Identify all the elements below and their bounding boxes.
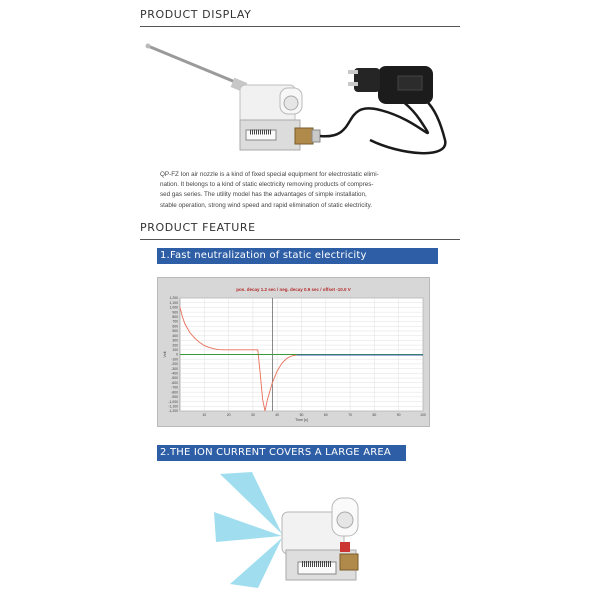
y-tick-label: 200 <box>172 343 178 348</box>
y-tick-label: -1,100 <box>168 404 178 409</box>
nozzle-rod <box>148 46 240 84</box>
x-tick-label: 10 <box>202 413 207 417</box>
air-fitting-nut <box>284 96 298 110</box>
y-tick-label: -1,200 <box>168 409 178 414</box>
cable-connector <box>295 128 313 144</box>
feature-banner-2: 2.THE ION CURRENT COVERS A LARGE AREA <box>157 445 406 461</box>
y-tick-label: -700 <box>171 385 178 390</box>
x-tick-label: 40 <box>275 413 280 417</box>
product-feature-heading <box>140 218 460 240</box>
y-tick-label: -300 <box>171 366 178 371</box>
y-tick-label: 900 <box>172 310 178 315</box>
ion-cable-connector <box>340 554 358 570</box>
x-tick-label: 20 <box>226 413 231 417</box>
x-tick-label: 70 <box>348 413 352 417</box>
x-axis-label: Time [s] <box>295 418 308 422</box>
plug-prong-lower <box>348 82 358 86</box>
x-tick-label: 80 <box>372 413 377 417</box>
y-tick-label: 300 <box>172 338 178 343</box>
product-feature-title: PRODUCT FEATURE <box>140 221 256 234</box>
x-tick-label: 100 <box>420 413 426 417</box>
y-tick-label: 400 <box>172 333 178 338</box>
decay-chart <box>157 277 430 427</box>
y-tick-label: 500 <box>172 329 178 334</box>
y-tick-label: -900 <box>171 395 178 400</box>
y-tick-label: -600 <box>171 380 178 385</box>
y-tick-label: -500 <box>171 376 178 381</box>
y-tick-label: 700 <box>172 319 178 324</box>
decay-chart-svg <box>158 278 431 428</box>
rod-tip <box>146 44 151 49</box>
product-description <box>160 170 445 211</box>
ion-fitting-nut <box>337 512 353 528</box>
connector-nut <box>312 130 320 142</box>
adapter-label <box>398 76 422 90</box>
y-tick-label: -800 <box>171 390 178 395</box>
description-line: QP-FZ Ion air nozzle is a kind of fixed special equipment for electrostatic elimi- <box>160 171 379 178</box>
y-tick-label: 100 <box>172 347 178 352</box>
y-tick-label: 800 <box>172 315 178 320</box>
chart-title: pos. decay 1.2 sec / neg. decay 0.9 sec / offset -10.0 V <box>236 287 351 292</box>
x-tick-label: 60 <box>323 413 328 417</box>
feature-banner-1: 1.Fast neutralization of static electricity <box>157 248 438 264</box>
product-display-heading <box>140 5 460 27</box>
ion-beam-lower <box>230 538 282 588</box>
ion-warning-sticker <box>340 542 350 552</box>
y-tick-label: 1,100 <box>169 300 178 305</box>
y-axis-label: Volt <box>163 351 167 358</box>
y-tick-label: -1,000 <box>168 399 178 404</box>
y-tick-label: 600 <box>172 324 178 329</box>
y-tick-label: -200 <box>171 362 178 367</box>
x-tick-label: 90 <box>396 413 401 417</box>
description-line: nation. It belongs to a kind of static electricity removing products of compres- <box>160 181 374 189</box>
product-display-title: PRODUCT DISPLAY <box>140 8 252 21</box>
x-tick-label: 50 <box>299 413 304 417</box>
x-tick-label: 30 <box>251 413 255 417</box>
y-tick-label: -100 <box>171 357 178 362</box>
y-tick-label: -400 <box>171 371 178 376</box>
description-line: sed gas series. The utility model has the advantages of simple installation, <box>160 191 367 199</box>
y-tick-label: 0 <box>176 352 178 357</box>
description-line: stable operation, strong wind speed and rapid elimination of static electricity. <box>160 201 372 209</box>
plug-prong-upper <box>348 70 358 74</box>
y-tick-label: 1,000 <box>169 305 178 310</box>
y-tick-label: 1,200 <box>169 296 178 301</box>
product-display-photo <box>140 30 460 165</box>
ion-current-photo <box>212 472 412 590</box>
